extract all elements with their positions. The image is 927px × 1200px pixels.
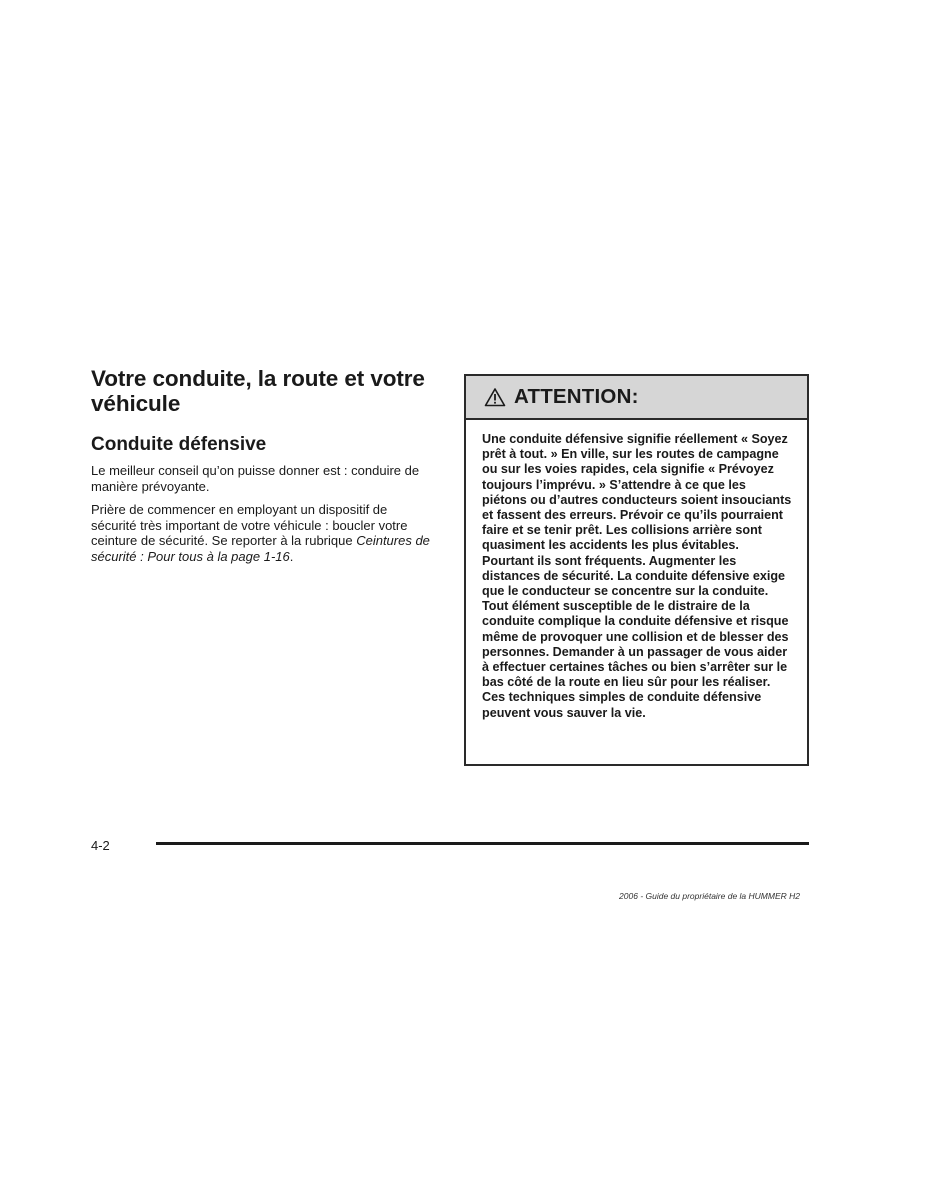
- warning-box: [464, 374, 809, 766]
- warning-body: Une conduite défensive signifie réellement « Soyez prêt à tout. » En ville, sur les routes de campagne ou sur les voies rapides, cela signifie « Prévoyez toujours l’imprévu. » S’attendre à ce que les piétons ou d’autres conducteurs soient insouciants et fassent des erreurs. Prévoir ce qu’ils pourraient faire et se tenir prêt. Les collisions arrière sont quasiment les accidents les plus évitables. Pourtant ils sont fréquents. Augmenter les distances de sécurité. La conduite défensive exige que le conducteur se concentre sur la conduite. Tout élément susceptible de le distraire de la conduite complique la conduite défensive et risque même de provoquer une collision et de blesser des personnes. Demander à un passager de vous aider à effectuer certaines tâches ou bien s’arrêter sur le bas côté de la route en lieu sûr pour les réaliser. Ces techniques simples de conduite défensive peuvent vous sauver la vie.: [482, 432, 792, 720]
- paragraph-2-end: .: [289, 548, 294, 564]
- page-title: Votre conduite, la route et votre véhicule: [91, 366, 425, 416]
- cross-reference-link[interactable]: Ceintures de sécurité : Pour tous à la page 1-16: [91, 533, 430, 564]
- paragraph-1: Le meilleur conseil qu’on puisse donner est : conduire de manière prévoyante.: [91, 463, 420, 494]
- page-number: 4-2: [91, 838, 110, 853]
- footer-divider: [156, 842, 809, 845]
- paragraph-2: [91, 502, 436, 564]
- paragraph-2-text: Prière de commencer en employant un dispositif de sécurité très important de votre véhicule : boucler votre ceinture de sécurité. Se reporter à la rubrique: [91, 502, 408, 548]
- warning-header: [466, 376, 807, 420]
- footer-caption: 2006 - Guide du propriétaire de la HUMMER H2: [619, 891, 800, 901]
- main-column: [91, 366, 436, 572]
- warning-triangle-icon: [484, 387, 506, 407]
- section-heading: Conduite défensive: [91, 434, 267, 455]
- warning-title: ATTENTION:: [514, 385, 639, 408]
